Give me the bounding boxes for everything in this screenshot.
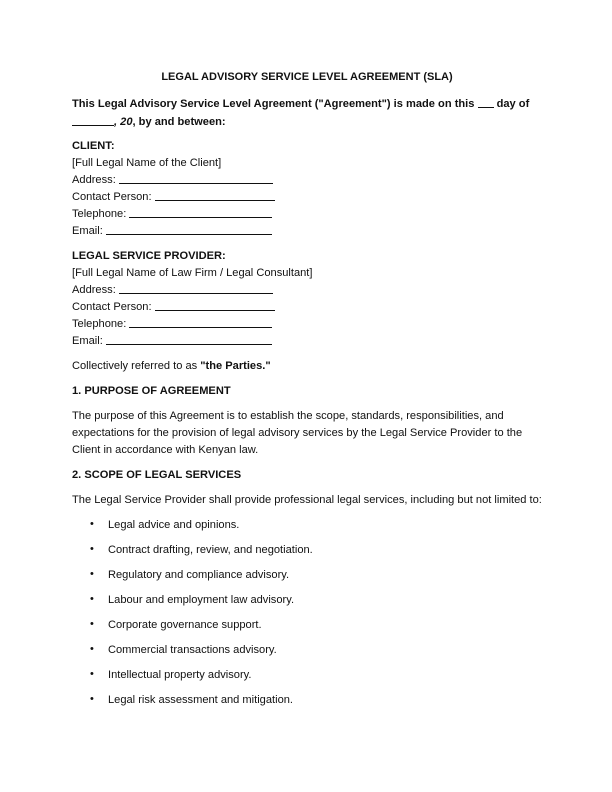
intro-text: This Legal Advisory Service Level Agreement ("Agreement") is made on this [72,98,475,110]
client-contact-label: Contact Person: [72,191,152,203]
client-email-row [72,224,272,238]
provider-name: [Full Legal Name of Law Firm / Legal Consultant] [72,267,313,279]
provider-email-blank [106,343,272,345]
provider-telephone-label: Telephone: [72,318,127,330]
collective-text: Collectively referred to as [72,360,198,372]
document-title: LEGAL ADVISORY SERVICE LEVEL AGREEMENT (SLA) [161,71,453,83]
intro-day-of: day of [496,98,530,110]
bullet-icon: • [90,693,94,705]
provider-address-label: Address: [72,284,116,296]
section-1-heading: 1. PURPOSE OF AGREEMENT [72,385,231,397]
section-1-line: Client in accordance with Kenyan law. [72,444,259,456]
collective-line [72,359,271,373]
client-address-row [72,173,273,187]
client-email-label: Email: [72,225,103,237]
bullet-icon: • [90,593,94,605]
bullet-icon: • [90,643,94,655]
client-address-label: Address: [72,174,116,186]
list-item: Corporate governance support. [108,619,262,631]
client-name: [Full Legal Name of the Client] [72,157,222,169]
list-item: Commercial transactions advisory. [108,644,277,656]
list-item: Labour and employment law advisory. [108,594,295,606]
provider-email-label: Email: [72,335,103,347]
client-address-blank [119,182,273,184]
provider-contact-row [72,300,275,314]
section-2-heading: 2. SCOPE OF LEGAL SERVICES [72,469,242,481]
provider-address-blank [119,292,273,294]
bullet-icon: • [90,618,94,630]
list-item: Legal advice and opinions. [108,519,240,531]
bullet-icon: • [90,518,94,530]
list-item: Intellectual property advisory. [108,669,252,681]
client-heading: CLIENT: [72,140,115,152]
intro-line-2 [72,115,226,129]
section-1-line: expectations for the provision of legal advisory services by the Legal Service Provider to the [72,427,523,439]
bullet-icon: • [90,543,94,555]
section-1-line: The purpose of this Agreement is to establish the scope, standards, responsibilities, and [72,410,504,422]
client-email-blank [106,233,272,235]
section-2-intro: The Legal Service Provider shall provide professional legal services, including but not limited to: [72,494,542,506]
day-blank [478,106,494,108]
parties-term: "the Parties." [200,360,271,372]
intro-between: , by and between: [132,116,226,128]
list-item: Legal risk assessment and mitigation. [108,694,293,706]
list-item: Contract drafting, review, and negotiation. [108,544,313,556]
bullet-icon: • [90,668,94,680]
provider-telephone-row [72,317,272,331]
provider-contact-label: Contact Person: [72,301,152,313]
client-telephone-blank [129,216,272,218]
month-blank [72,124,114,126]
provider-email-row [72,334,272,348]
client-contact-blank [155,199,275,201]
list-item: Regulatory and compliance advisory. [108,569,290,581]
intro-year: , 20 [114,116,133,128]
bullet-icon: • [90,568,94,580]
provider-contact-blank [155,309,275,311]
provider-telephone-blank [129,326,272,328]
client-telephone-label: Telephone: [72,208,127,220]
provider-address-row [72,283,273,297]
client-telephone-row [72,207,272,221]
provider-heading: LEGAL SERVICE PROVIDER: [72,250,226,262]
client-contact-row [72,190,275,204]
intro-line-1 [72,97,529,111]
